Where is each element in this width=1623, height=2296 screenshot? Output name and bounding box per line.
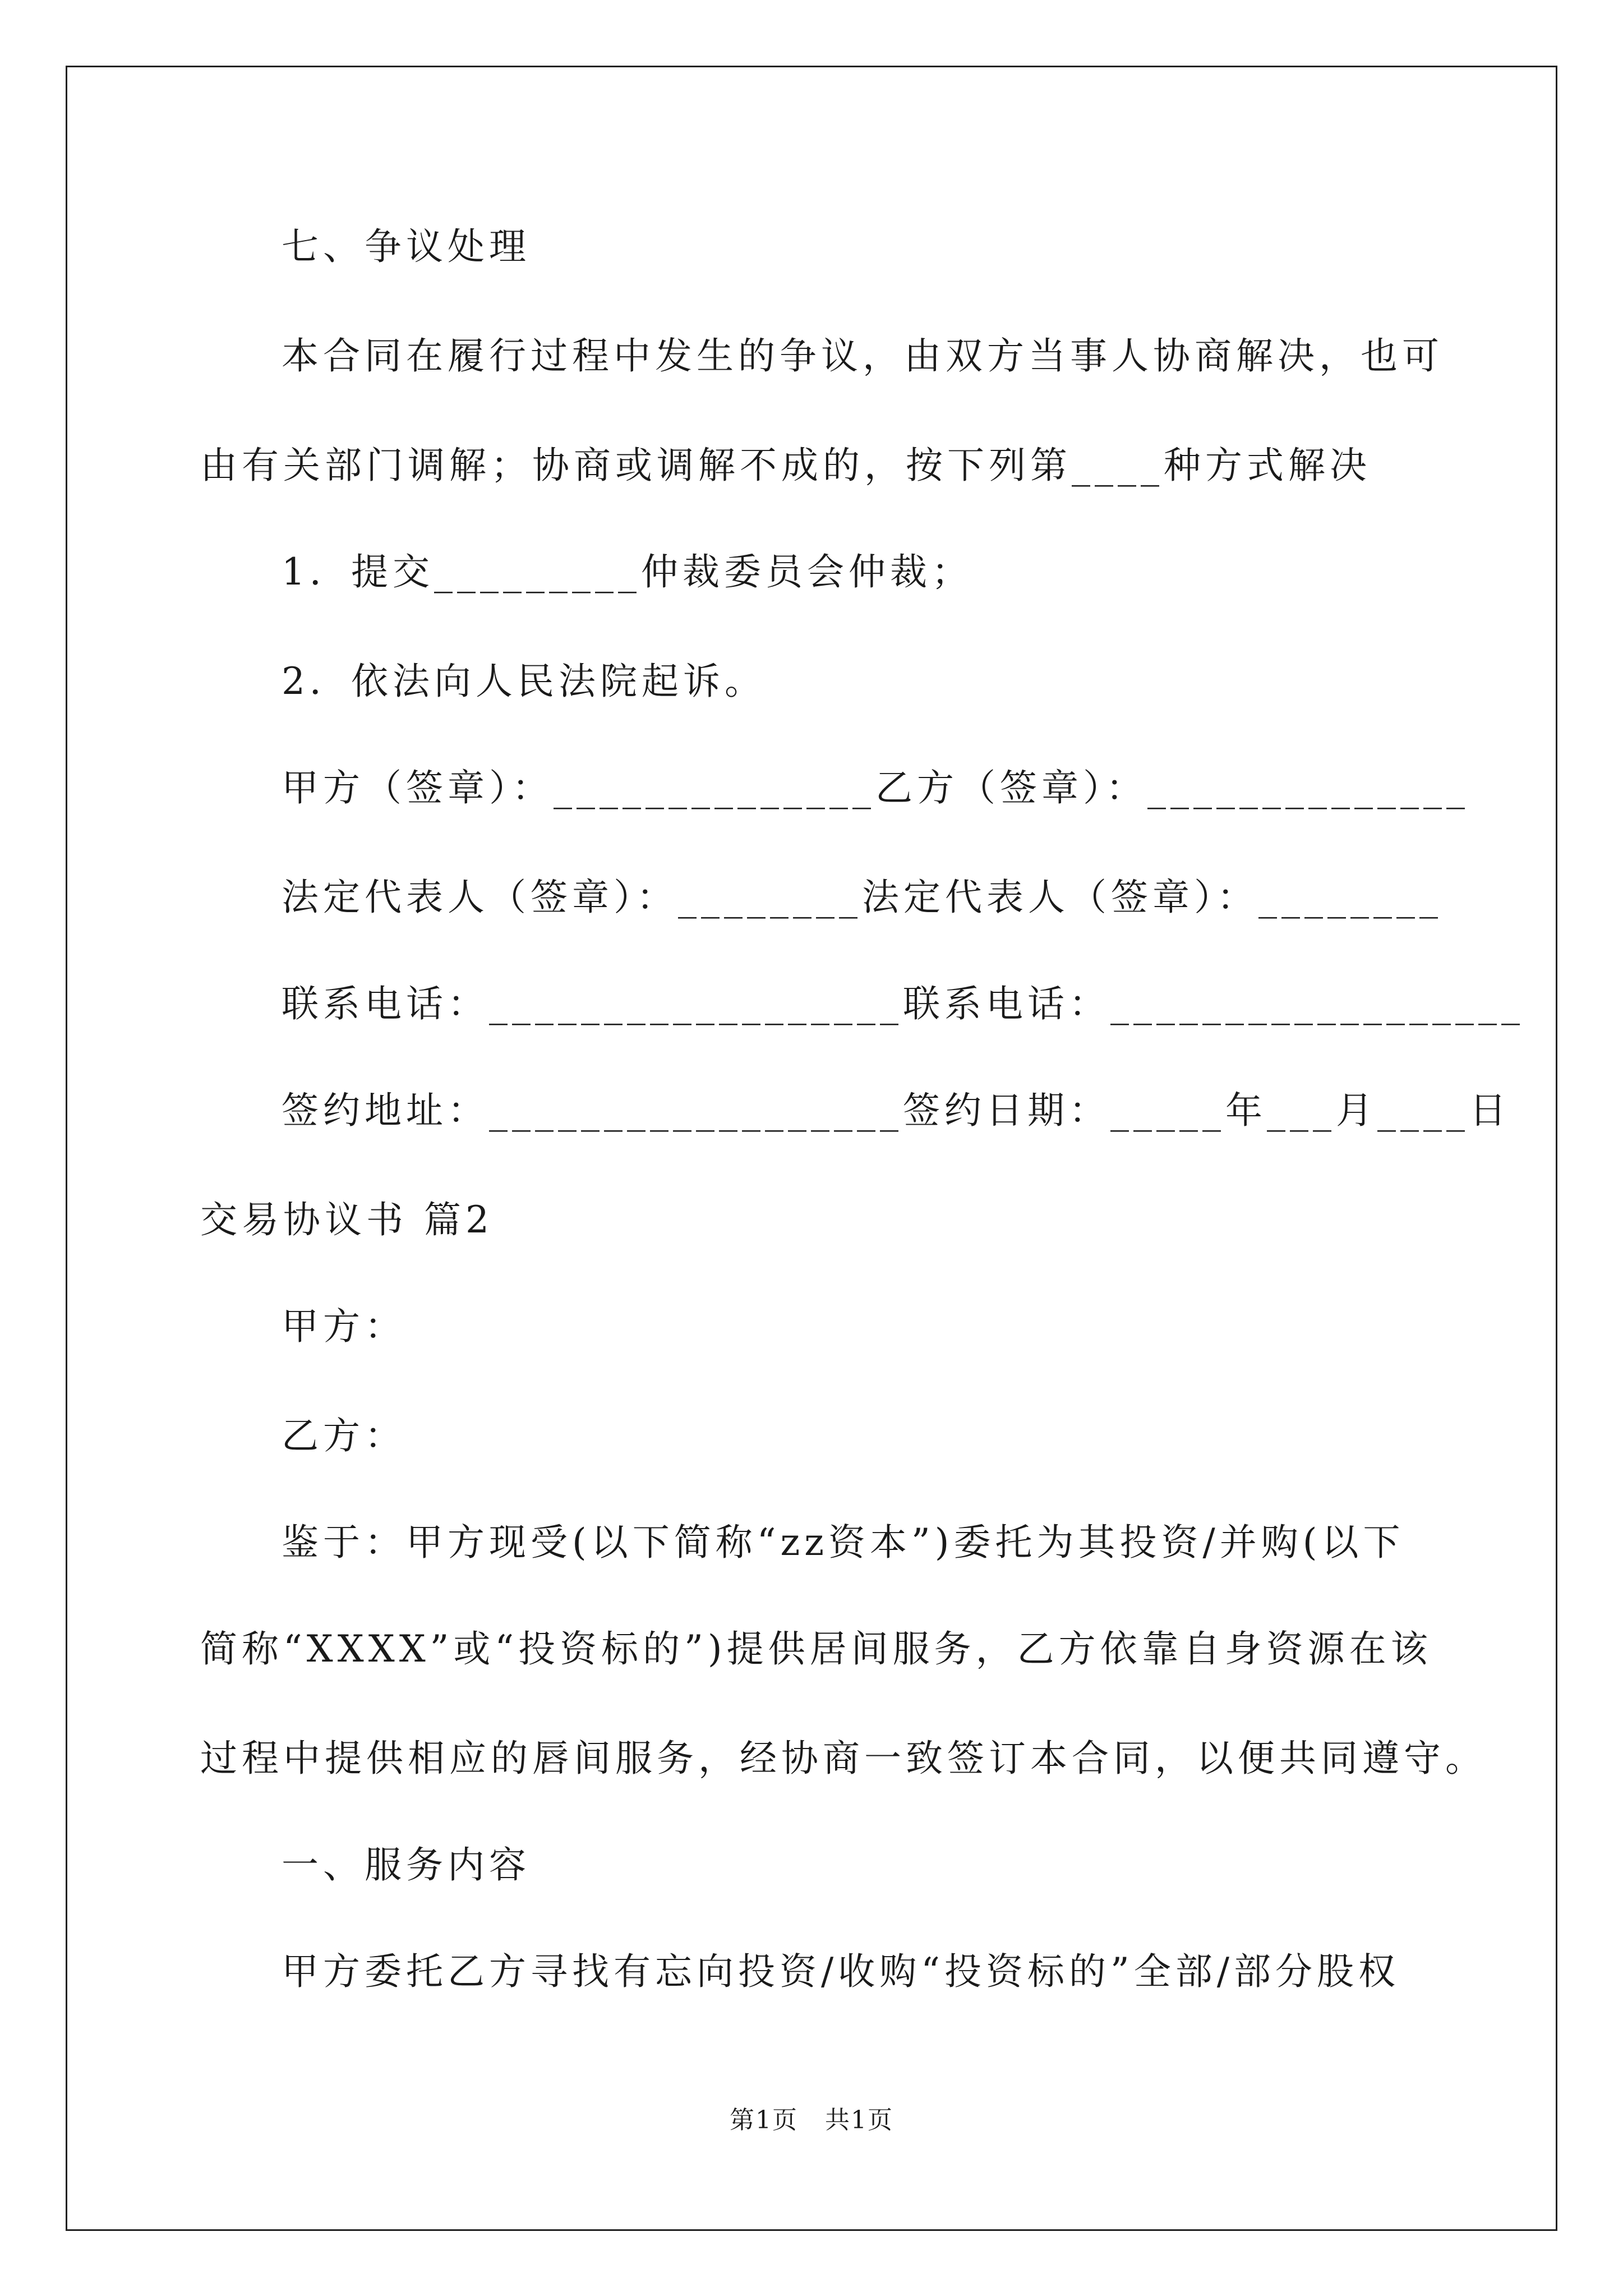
paragraph-line: 鉴于：甲方现受(以下简称“zz资本”)委托为其投资/并购(以下 [282, 1521, 1405, 1564]
paragraph-line: 由有关部门调解；协商或调解不成的，按下列第____种方式解决 [200, 444, 1371, 487]
paragraph-line: 本合同在履行过程中发生的争议，由双方当事人协商解决，也可 [282, 334, 1444, 378]
signature-line-address-date: 签约地址：__________________签约日期：_____年___月____日 [282, 1089, 1511, 1132]
list-item-arbitration: 1．提交_________仲裁委员会仲裁； [282, 550, 973, 593]
signature-line-representatives: 法定代表人（签章）：________法定代表人（签章）：________ [282, 876, 1442, 919]
list-item-lawsuit: 2．依法向人民法院起诉。 [282, 660, 766, 703]
paragraph-line: 甲方委托乙方寻找有忘向投资/收购“投资标的”全部/部分股权 [282, 1950, 1400, 1993]
section-heading-service: 一、服务内容 [282, 1843, 531, 1887]
paragraph-line: 过程中提供相应的唇间服务，经协商一致签订本合同，以便共同遵守。 [200, 1737, 1487, 1780]
document-title-part2: 交易协议书 篇2 [200, 1198, 494, 1241]
party-a-label: 甲方： [282, 1305, 406, 1348]
page-footer: 第1页 共1页 [730, 2106, 893, 2134]
party-b-label: 乙方： [282, 1414, 406, 1457]
signature-line-phone: 联系电话：__________________联系电话：__________________ [282, 982, 1524, 1025]
page-border [66, 66, 1557, 2231]
signature-line-parties: 甲方（签章）：______________乙方（签章）：______________ [282, 766, 1469, 809]
paragraph-line: 简称“XXXX”或“投资标的”)提供居间服务，乙方依靠自身资源在该 [200, 1627, 1432, 1671]
section-heading-dispute: 七、争议处理 [282, 225, 531, 268]
